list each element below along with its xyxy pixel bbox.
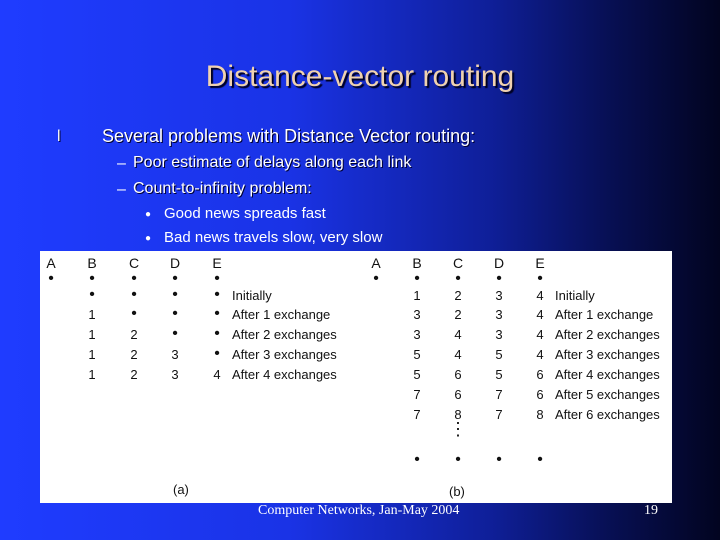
sub-sub-bullet-marker: ● — [145, 233, 152, 244]
row-label: After 2 exchanges — [555, 327, 660, 342]
table-cell: 2 — [130, 347, 138, 362]
table-cell: • — [214, 286, 220, 303]
table-cell: 2 — [454, 288, 462, 303]
table-cell: • — [172, 270, 178, 287]
table-cell: 4 — [536, 307, 544, 322]
table-cell: • — [131, 305, 137, 322]
row-label: After 1 exchange — [555, 307, 654, 322]
table-cell: 8 — [454, 407, 462, 422]
row-label: After 6 exchanges — [555, 407, 660, 422]
table-cell: 5 — [413, 367, 421, 382]
count-to-infinity-figure — [40, 251, 672, 503]
table-cell: • — [537, 451, 543, 468]
column-header: C — [452, 255, 464, 271]
table-cell: 3 — [171, 347, 179, 362]
table-cell: • — [172, 305, 178, 322]
table-cell: 5 — [413, 347, 421, 362]
table-cell: 5 — [495, 347, 503, 362]
row-label: After 5 exchanges — [555, 387, 660, 402]
sub-bullet-marker: – — [117, 155, 126, 172]
figure-caption: (a) — [173, 482, 189, 497]
table-cell: 7 — [495, 387, 503, 402]
bullet-main: Several problems with Distance Vector routing: — [102, 126, 476, 146]
table-cell: 4 — [213, 367, 221, 382]
table-cell: 4 — [454, 347, 462, 362]
table-cell: • — [48, 270, 54, 287]
table-cell: ⋮ — [449, 419, 467, 439]
table-cell: • — [214, 270, 220, 287]
table-cell: 3 — [171, 367, 179, 382]
row-label: After 2 exchanges — [232, 327, 337, 342]
bullet-marker: l — [57, 128, 61, 145]
table-cell: 3 — [495, 327, 503, 342]
table-cell: • — [89, 286, 95, 303]
table-cell: 1 — [88, 347, 96, 362]
table-cell: 6 — [454, 387, 462, 402]
table-cell: 1 — [413, 288, 421, 303]
table-cell: 4 — [536, 347, 544, 362]
table-cell: • — [373, 270, 379, 287]
figure-caption: (b) — [449, 484, 465, 499]
column-header: B — [87, 255, 97, 271]
table-cell: 6 — [536, 367, 544, 382]
table-cell: • — [537, 270, 543, 287]
slide-title: Distance-vector routing — [205, 60, 515, 93]
sub-sub-bullet-marker: ● — [145, 209, 152, 220]
table-cell: 3 — [495, 288, 503, 303]
table-cell: • — [496, 270, 502, 287]
sub-bullet-2: Count-to-infinity problem: — [133, 180, 312, 197]
table-cell: • — [414, 451, 420, 468]
sub-bullet-1: Poor estimate of delays along each link — [133, 154, 412, 171]
row-label: After 4 exchanges — [232, 367, 337, 382]
table-cell: • — [214, 305, 220, 322]
table-cell: • — [172, 325, 178, 342]
table-cell: 4 — [536, 288, 544, 303]
table-cell: 8 — [536, 407, 544, 422]
table-cell: 6 — [536, 387, 544, 402]
table-cell: 7 — [495, 407, 503, 422]
row-label: Initially — [232, 288, 272, 303]
table-cell: 2 — [454, 307, 462, 322]
table-cell: 7 — [413, 407, 421, 422]
table-cell: 3 — [413, 307, 421, 322]
table-cell: • — [414, 270, 420, 287]
table-cell: 3 — [413, 327, 421, 342]
column-header: E — [535, 255, 545, 271]
table-cell: 5 — [495, 367, 503, 382]
table-cell: 3 — [495, 307, 503, 322]
table-cell: 1 — [88, 327, 96, 342]
table-cell: 6 — [454, 367, 462, 382]
table-cell: • — [131, 286, 137, 303]
table-cell: 7 — [413, 387, 421, 402]
row-label: After 1 exchange — [232, 307, 331, 322]
table-cell: • — [455, 451, 461, 468]
column-header: D — [493, 255, 505, 271]
column-header: E — [212, 255, 222, 271]
table-cell: • — [131, 270, 137, 287]
row-label: After 3 exchanges — [232, 347, 337, 362]
table-cell: 4 — [536, 327, 544, 342]
sub-sub-bullet-2: Bad news travels slow, very slow — [164, 229, 383, 246]
column-header: A — [46, 255, 56, 271]
table-cell: • — [214, 345, 220, 362]
page-number: 19 — [644, 503, 658, 518]
table-cell: 2 — [130, 327, 138, 342]
table-cell: • — [89, 270, 95, 287]
table-cell: 1 — [88, 307, 96, 322]
table-cell: • — [455, 270, 461, 287]
column-header: D — [169, 255, 181, 271]
row-label: After 3 exchanges — [555, 347, 660, 362]
column-header: B — [412, 255, 422, 271]
table-cell: 1 — [88, 367, 96, 382]
sub-bullet-marker: – — [117, 181, 126, 198]
table-cell: 4 — [454, 327, 462, 342]
column-header: C — [128, 255, 140, 271]
sub-sub-bullet-1: Good news spreads fast — [164, 205, 326, 222]
column-header: A — [371, 255, 381, 271]
table-cell: • — [172, 286, 178, 303]
table-cell: 2 — [130, 367, 138, 382]
table-cell: • — [496, 451, 502, 468]
row-label: After 4 exchanges — [555, 367, 660, 382]
table-cell: • — [214, 325, 220, 342]
row-label: Initially — [555, 288, 595, 303]
footer-text: Computer Networks, Jan-May 2004 — [258, 503, 460, 518]
